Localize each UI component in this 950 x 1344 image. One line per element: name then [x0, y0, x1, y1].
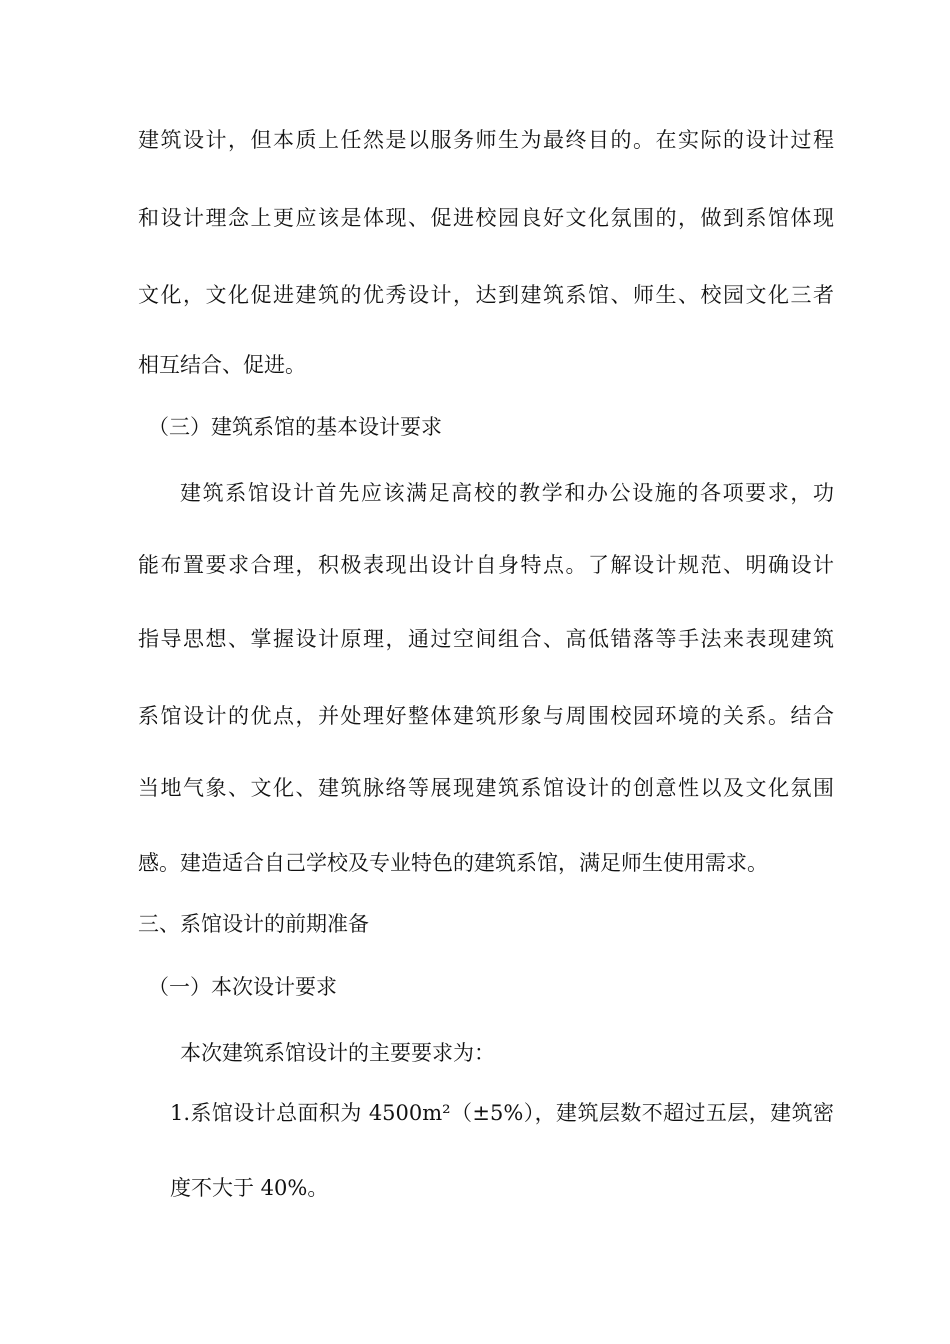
paragraph-line: 本次建筑系馆设计的主要要求为： — [180, 1041, 495, 1065]
section-heading-1: （一）本次设计要求 — [148, 975, 337, 999]
paragraph-line: 系馆设计的优点，并处理好整体建筑形象与周围校园环境的关系。结合 — [138, 704, 834, 728]
paragraph-line: 和设计理念上更应该是体现、促进校园良好文化氛围的，做到系馆体现 — [138, 206, 834, 230]
paragraph-line: 建筑系馆设计首先应该满足高校的教学和办公设施的各项要求，功 — [180, 481, 834, 505]
paragraph-line: 建筑设计，但本质上任然是以服务师生为最终目的。在实际的设计过程 — [138, 128, 834, 152]
paragraph-line: 当地气象、文化、建筑脉络等展现建筑系馆设计的创意性以及文化氛围 — [138, 776, 834, 800]
paragraph-line: 感。建造适合自己学校及专业特色的建筑系馆，满足师生使用需求。 — [138, 851, 768, 875]
paragraph-line: 文化，文化促进建筑的优秀设计，达到建筑系馆、师生、校园文化三者 — [138, 283, 834, 307]
paragraph-line: 指导思想、掌握设计原理，通过空间组合、高低错落等手法来表现建筑 — [138, 627, 834, 651]
list-item-line: 1.系馆设计总面积为 4500m²（±5%），建筑层数不超过五层，建筑密 — [170, 1101, 834, 1125]
paragraph-line: 能布置要求合理，积极表现出设计自身特点。了解设计规范、明确设计 — [138, 553, 834, 577]
chapter-heading-3: 三、系馆设计的前期准备 — [138, 912, 369, 936]
paragraph-line: 相互结合、促进。 — [138, 353, 306, 377]
section-heading-3: （三）建筑系馆的基本设计要求 — [148, 415, 442, 439]
list-item-line: 度不大于 40%。 — [170, 1176, 329, 1200]
